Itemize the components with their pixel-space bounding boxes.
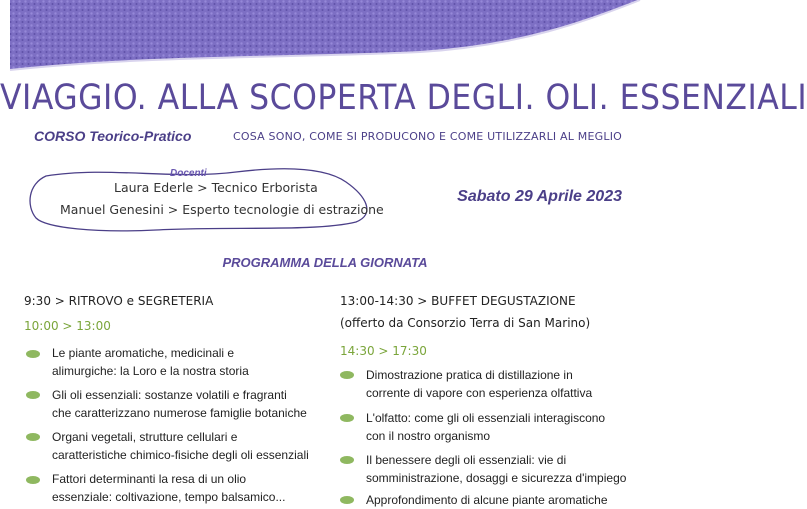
bullet-icon xyxy=(26,350,40,358)
subtitle: COSA SONO, COME SI PRODUCONO E COME UTILIZZARLI AL MEGLIO xyxy=(232,130,622,143)
docenti-label: Docenti xyxy=(170,168,207,179)
list-item: Organi vegetali, strutture cellulari e caratteristiche chimico-fisiche degli oli essenziali xyxy=(52,430,309,462)
bullet-icon xyxy=(26,391,40,399)
morning-session-time: 10:00 > 13:00 xyxy=(24,319,111,333)
list-item: Il benessere degli oli essenziali: vie di somministrazione, dosaggi e sicurezza d'impiego xyxy=(366,453,627,485)
buffet-note: (offerto da Consorzio Terra di San Marino) xyxy=(340,316,591,330)
bullet-icon xyxy=(340,496,354,504)
buffet-time: 13:00-14:30 > BUFFET DEGUSTAZIONE xyxy=(340,294,576,308)
event-date: Sabato 29 Aprile 2023 xyxy=(457,188,622,205)
docente-1: Laura Ederle > Tecnico Erborista xyxy=(114,180,318,195)
bullet-icon xyxy=(340,371,354,379)
bullet-icon xyxy=(26,476,40,484)
list-item: Dimostrazione pratica di distillazione in corrente di vapore con esperienza olfattiva xyxy=(366,368,593,400)
lavender-field-image xyxy=(0,0,650,74)
page-title: VIAGGIO. ALLA SCOPERTA DEGLI. OLI. ESSENZIALI xyxy=(0,78,807,118)
afternoon-session-time: 14:30 > 17:30 xyxy=(340,344,427,358)
list-item: Le piante aromatiche, medicinali e alimurgiche: la Loro e la nostra storia xyxy=(52,346,249,378)
bullet-icon xyxy=(340,456,354,464)
list-item: L'olfatto: come gli oli essenziali interagiscono con il nostro organismo xyxy=(366,411,606,443)
programma-title: PROGRAMMA DELLA GIORNATA xyxy=(222,255,428,270)
list-item: Approfondimento di alcune piante aromatiche xyxy=(366,493,608,507)
bullet-icon xyxy=(340,414,354,422)
course-type: CORSO Teorico-Pratico xyxy=(34,128,192,144)
registration-time: 9:30 > RITROVO e SEGRETERIA xyxy=(24,294,214,308)
list-item: Fattori determinanti la resa di un olio essenziale: coltivazione, tempo balsamico... xyxy=(52,472,286,504)
docente-2: Manuel Genesini > Esperto tecnologie di estrazione xyxy=(60,202,384,217)
bullet-icon xyxy=(26,433,40,441)
list-item: Gli oli essenziali: sostanze volatili e fragranti che caratterizzano numerose famiglie botaniche xyxy=(52,388,307,420)
